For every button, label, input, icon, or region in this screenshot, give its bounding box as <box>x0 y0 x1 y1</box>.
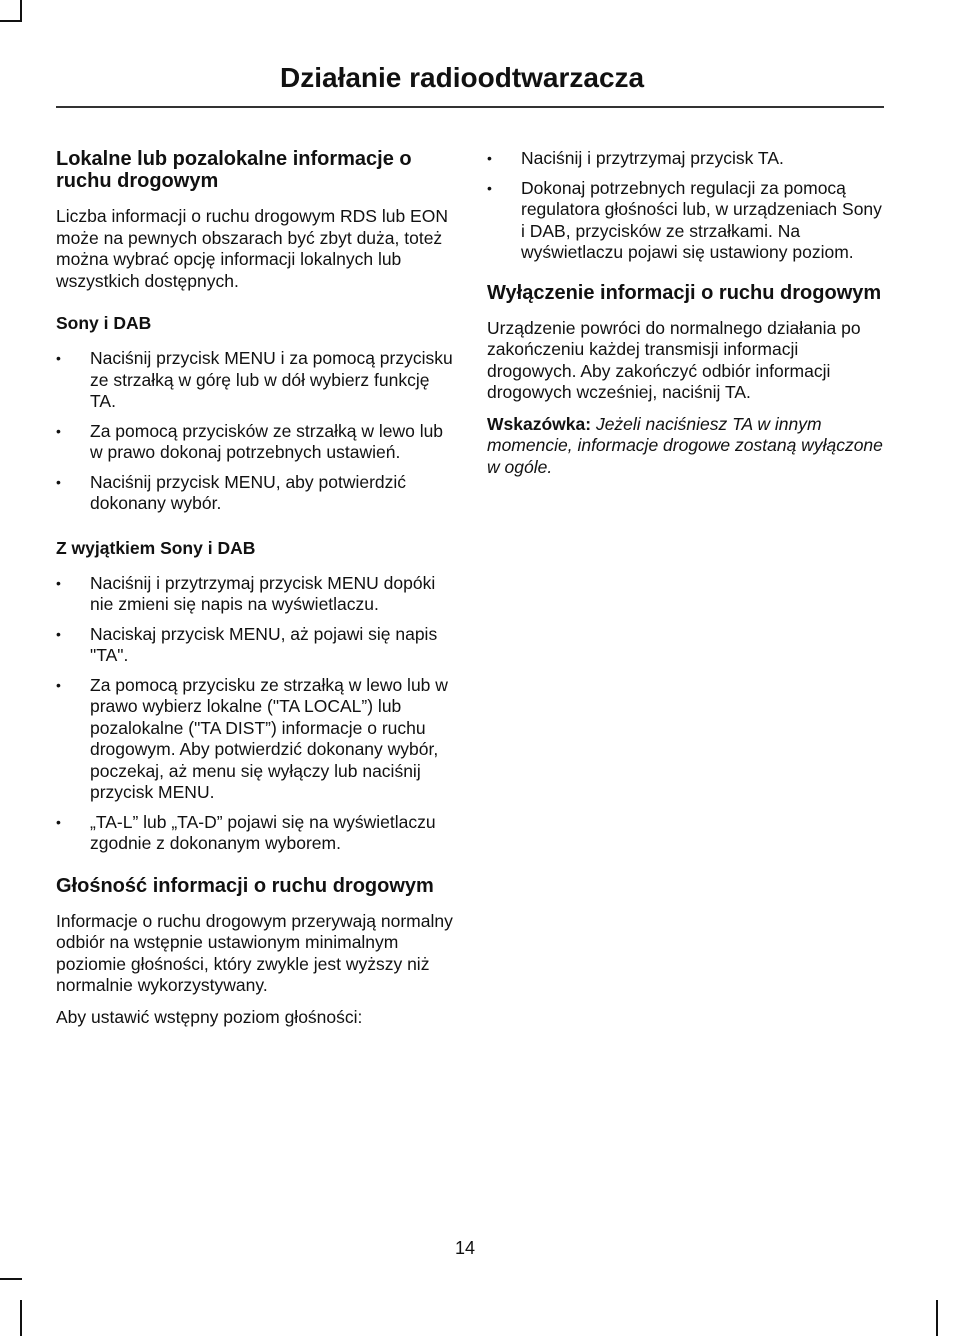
section-heading-traffic-volume: Głośność informacji o ruchu drogowym <box>56 874 434 897</box>
subheading-sony-dab: Sony i DAB <box>56 313 152 333</box>
list-item: • Naciśnij i przytrzymaj przycisk TA. <box>487 148 887 170</box>
volume-setup-paragraph: Aby ustawić wstępny poziom głośności: <box>56 1006 363 1027</box>
header-rule <box>56 106 884 108</box>
list-item: • Za pomocą przycisku ze strzałką w lewo lub w prawo wybierz lokalne ("TA LOCAL”) lub pozalokalne ("TA DIST”) informacje o ruchu drogowym. Aby potwierdzić dokonany wybór, poczekaj, aż menu się wyłączy lub naciśnij przycisk MENU. <box>56 675 456 804</box>
subheading-except-sony-dab: Z wyjątkiem Sony i DAB <box>56 537 256 558</box>
intro-paragraph: Liczba informacji o ruchu drogowym RDS lub EON może na pewnych obszarach być zbyt duża, toteż można wybrać opcję informacji lokalnych lub wszystkich dostępnych. <box>56 206 448 291</box>
right-column <box>487 148 887 488</box>
section-heading-disable-traffic: Wyłączenie informacji o ruchu drogowym <box>487 281 882 304</box>
page-title: Działanie radioodtwarzacza <box>280 62 645 93</box>
list-item: • Naciśnij przycisk MENU, aby potwierdzić dokonany wybór. <box>56 472 456 515</box>
page-number: 14 <box>455 1238 476 1258</box>
list-item: • Naciśnij i przytrzymaj przycisk MENU dopóki nie zmieni się napis na wyświetlaczu. <box>56 573 456 616</box>
volume-paragraph: Informacje o ruchu drogowym przerywają normalny odbiór na wstępnie ustawionym minimalnym poziomie głośności, który zwykle jest wyższy niż normalnie wykorzystywany. <box>56 910 453 995</box>
tip-paragraph <box>487 414 887 479</box>
list-item: • Naciskaj przycisk MENU, aż pojawi się napis "TA". <box>56 624 456 667</box>
sony-dab-steps <box>56 348 456 515</box>
crop-mark-top-left <box>20 0 22 22</box>
tip-text: Jeżeli naciśniesz TA w innym momencie, informacje drogowe zostaną wyłączone w ogóle. <box>487 413 883 477</box>
volume-steps <box>487 148 887 264</box>
crop-mark-bottom-left-h <box>0 1278 22 1280</box>
crop-mark-bottom-left <box>20 1300 22 1336</box>
section-heading-local-traffic: Lokalne lub pozalokalne informacje o ruchu drogowym <box>56 148 412 192</box>
disable-paragraph: Urządzenie powróci do normalnego działania po zakończeniu każdej transmisji informacji drogowych. Aby zakończyć odbiór informacji drogowych wcześniej, naciśnij TA. <box>487 317 861 402</box>
list-item: • Za pomocą przycisków ze strzałką w lewo lub w prawo dokonaj potrzebnych ustawień. <box>56 421 456 464</box>
crop-mark-bottom-right <box>936 1300 938 1336</box>
list-item: • „TA-L” lub „TA-D” pojawi się na wyświetlaczu zgodnie z dokonanym wyborem. <box>56 812 456 855</box>
list-item: • Dokonaj potrzebnych regulacji za pomocą regulatora głośności lub, w urządzeniach Sony i DAB, przycisków ze strzałkami. Na wyświetlaczu pojawi się ustawiony poziom. <box>487 178 887 264</box>
left-column <box>56 148 456 1038</box>
tip-label: Wskazówka: <box>487 413 592 434</box>
crop-mark-top-left-h <box>0 20 22 22</box>
list-item: • Naciśnij przycisk MENU i za pomocą przycisku ze strzałką w górę lub w dół wybierz funkcję TA. <box>56 348 456 413</box>
except-sony-dab-steps <box>56 573 456 855</box>
